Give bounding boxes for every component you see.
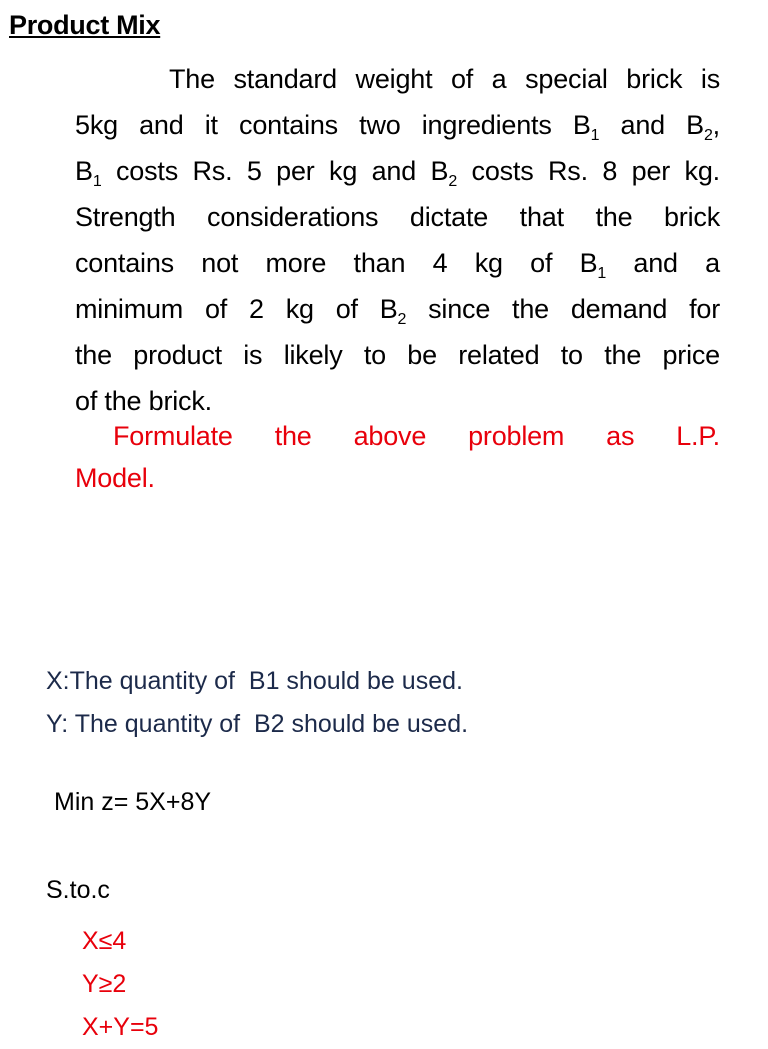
problem-line: 5kg and it contains two ingredients $B_1$ and $B_2$, [75,110,720,144]
problem-line: Strength considerations dictate that the brick [75,202,720,232]
problem-line: of the brick. [75,386,212,416]
constraint: X≤4 [82,927,127,955]
constraints-list [82,920,158,1049]
problem-line: the product is likely to be related to the price [75,340,720,370]
problem-line: minimum of 2 kg of $B_2$ since the demand for [75,294,721,328]
page-title: Product Mix [9,10,161,40]
objective-function: Min z= 5X+8Y [54,788,212,816]
constraint: Y≥2 [82,970,127,998]
subject-to-label: S.to.c [46,876,110,904]
problem-statement [75,56,720,424]
variable-y-definition: Y: The quantity of B2 should be used. [46,710,469,738]
task-line: Model. [75,463,155,493]
variable-x-definition: X:The quantity of B1 should be used. [46,667,463,695]
task-line: Formulate the above problem as L.P. [113,421,720,451]
variable-definitions [46,660,468,746]
problem-line: contains not more than 4 kg of $B_1$ and a [75,248,720,282]
task-statement [75,413,720,497]
constraint: X+Y=5 [82,1013,159,1041]
problem-line: $B_1$ costs Rs. 5 per kg and $B_2$ costs Rs. 8 per kg. [75,156,720,190]
problem-line: The standard weight of a special brick is [169,64,720,94]
